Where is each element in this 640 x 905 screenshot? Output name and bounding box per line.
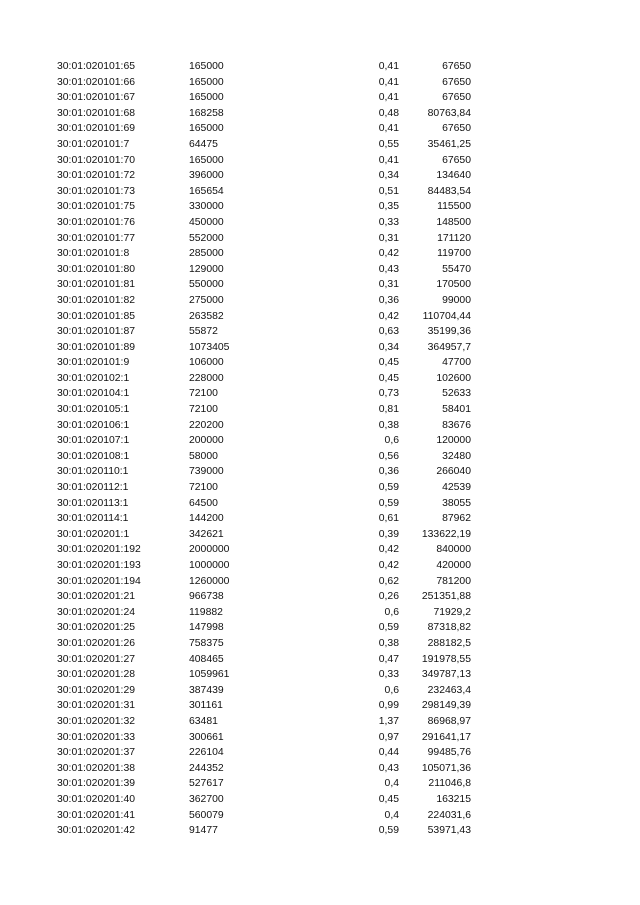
- cadastral-value-cell: 408465: [189, 653, 224, 665]
- cadastral-value-cell: 144200: [189, 513, 224, 525]
- table-row: [0, 683, 640, 699]
- coefficient-cell: 0,59: [378, 622, 399, 634]
- result-value-cell: 99000: [442, 294, 471, 306]
- table-row: [0, 745, 640, 761]
- cadastral-number-cell: 30:01:020101:75: [57, 201, 136, 213]
- coefficient-cell: 0,41: [378, 76, 399, 88]
- cadastral-number-cell: 30:01:020201:38: [57, 762, 136, 774]
- coefficient-cell: 0,97: [378, 731, 399, 743]
- table-row: [0, 402, 640, 418]
- cadastral-value-cell: 527617: [189, 778, 224, 790]
- coefficient-cell: 0,61: [378, 513, 399, 525]
- table-row: [0, 589, 640, 605]
- result-value-cell: 53971,43: [427, 825, 471, 837]
- cadastral-value-cell: 758375: [189, 637, 224, 649]
- cadastral-number-cell: 30:01:020201:41: [57, 809, 136, 821]
- cadastral-number-cell: 30:01:020113:1: [57, 497, 129, 509]
- table-row: [0, 324, 640, 340]
- cadastral-number-cell: 30:01:020201:29: [57, 684, 136, 696]
- coefficient-cell: 0,38: [378, 637, 399, 649]
- result-value-cell: 211046,8: [428, 778, 471, 790]
- table-row: [0, 199, 640, 215]
- result-value-cell: 55470: [442, 263, 471, 275]
- cadastral-value-cell: 226104: [189, 747, 224, 759]
- cadastral-value-cell: 58000: [189, 450, 218, 462]
- coefficient-cell: 0,26: [378, 591, 399, 603]
- cadastral-value-cell: 396000: [189, 170, 224, 182]
- cadastral-number-cell: 30:01:020101:7: [57, 138, 130, 150]
- table-row: [0, 121, 640, 137]
- result-value-cell: 349787,13: [421, 669, 471, 681]
- cadastral-value-cell: 220200: [189, 419, 224, 431]
- cadastral-value-cell: 275000: [189, 294, 224, 306]
- cadastral-value-cell: 362700: [189, 793, 224, 805]
- cadastral-number-cell: 30:01:020201:39: [57, 778, 136, 790]
- result-value-cell: 67650: [442, 76, 471, 88]
- coefficient-cell: 0,45: [378, 372, 399, 384]
- cadastral-value-cell: 106000: [189, 357, 224, 369]
- table-row: [0, 480, 640, 496]
- cadastral-value-cell: 72100: [189, 404, 218, 416]
- result-value-cell: 38055: [442, 497, 471, 509]
- table-row: [0, 168, 640, 184]
- result-value-cell: 364957,7: [427, 341, 471, 353]
- coefficient-cell: 0,43: [378, 263, 399, 275]
- coefficient-cell: 0,55: [378, 138, 399, 150]
- cadastral-number-cell: 30:01:020101:66: [57, 76, 136, 88]
- table-row: [0, 355, 640, 371]
- coefficient-cell: 0,38: [378, 419, 399, 431]
- table-row: [0, 59, 640, 75]
- cadastral-value-cell: 72100: [189, 482, 218, 494]
- cadastral-value-cell: 285000: [189, 248, 224, 260]
- cadastral-value-cell: 55872: [189, 326, 218, 338]
- coefficient-cell: 0,31: [378, 279, 399, 291]
- cadastral-value-cell: 165000: [189, 92, 224, 104]
- table-row: [0, 636, 640, 652]
- cadastral-number-cell: 30:01:020101:76: [57, 216, 136, 228]
- table-row: [0, 808, 640, 824]
- cadastral-value-cell: 168258: [189, 107, 224, 119]
- table-row: [0, 652, 640, 668]
- coefficient-cell: 0,73: [378, 388, 399, 400]
- cadastral-number-cell: 30:01:020201:192: [57, 544, 141, 556]
- result-value-cell: 52633: [442, 388, 471, 400]
- cadastral-value-cell: 129000: [189, 263, 224, 275]
- cadastral-value-cell: 64500: [189, 497, 218, 509]
- table-row: [0, 511, 640, 527]
- result-value-cell: 80763,84: [427, 107, 471, 119]
- table-row: [0, 262, 640, 278]
- coefficient-cell: 0,39: [378, 528, 399, 540]
- result-value-cell: 251351,88: [421, 591, 471, 603]
- coefficient-cell: 0,4: [384, 778, 399, 790]
- table-row: [0, 558, 640, 574]
- result-value-cell: 87318,82: [427, 622, 471, 634]
- cadastral-number-cell: 30:01:020108:1: [57, 450, 130, 462]
- cadastral-number-cell: 30:01:020104:1: [57, 388, 130, 400]
- table-row: [0, 215, 640, 231]
- coefficient-cell: 0,31: [378, 232, 399, 244]
- table-row: [0, 496, 640, 512]
- table-row: [0, 246, 640, 262]
- cadastral-value-cell: 165654: [189, 185, 224, 197]
- table-row: [0, 386, 640, 402]
- table-row: [0, 714, 640, 730]
- result-value-cell: 35199,36: [427, 326, 471, 338]
- coefficient-cell: 0,41: [378, 154, 399, 166]
- cadastral-value-cell: 2000000: [189, 544, 230, 556]
- cadastral-number-cell: 30:01:020201:32: [57, 715, 136, 727]
- result-value-cell: 119700: [437, 248, 471, 260]
- coefficient-cell: 0,33: [378, 216, 399, 228]
- table-row: [0, 90, 640, 106]
- coefficient-cell: 0,59: [378, 825, 399, 837]
- cadastral-value-cell: 387439: [189, 684, 224, 696]
- cadastral-number-cell: 30:01:020101:73: [57, 185, 136, 197]
- coefficient-cell: 0,6: [384, 435, 399, 447]
- table-row: [0, 433, 640, 449]
- result-value-cell: 35461,25: [427, 138, 471, 150]
- cadastral-number-cell: 30:01:020201:193: [57, 560, 141, 571]
- table-row: [0, 293, 640, 309]
- cadastral-number-cell: 30:01:020107:1: [57, 435, 130, 447]
- table-row: [0, 309, 640, 325]
- result-value-cell: 87962: [442, 513, 471, 525]
- table-row: [0, 184, 640, 200]
- cadastral-number-cell: 30:01:020201:37: [57, 747, 136, 759]
- table-row: [0, 792, 640, 808]
- cadastral-number-cell: 30:01:020201:27: [57, 653, 136, 665]
- result-value-cell: 47700: [442, 357, 471, 369]
- table-row: [0, 137, 640, 153]
- cadastral-number-cell: 30:01:020201:194: [57, 575, 141, 587]
- cadastral-number-cell: 30:01:020101:67: [57, 92, 136, 104]
- coefficient-cell: 0,45: [378, 357, 399, 369]
- result-value-cell: 781200: [436, 575, 471, 587]
- result-value-cell: 266040: [436, 466, 471, 478]
- cadastral-value-cell: 550000: [189, 279, 224, 291]
- cadastral-number-cell: 30:01:020201:28: [57, 669, 136, 681]
- coefficient-cell: 0,48: [378, 107, 399, 119]
- table-row: [0, 542, 640, 558]
- coefficient-cell: 0,42: [378, 544, 399, 556]
- result-value-cell: 83676: [442, 419, 471, 431]
- result-value-cell: 232463,4: [427, 684, 471, 696]
- result-value-cell: 163215: [436, 793, 471, 805]
- cadastral-value-cell: 165000: [189, 61, 224, 72]
- cadastral-number-cell: 30:01:020101:89: [57, 341, 136, 353]
- cadastral-number-cell: 30:01:020101:80: [57, 263, 136, 275]
- result-value-cell: 105071,36: [421, 762, 471, 774]
- result-value-cell: 110704,44: [422, 310, 471, 322]
- table-row: [0, 605, 640, 621]
- cadastral-number-cell: 30:01:020114:1: [57, 513, 129, 525]
- result-value-cell: 298149,39: [421, 700, 471, 712]
- coefficient-cell: 0,99: [378, 700, 399, 712]
- coefficient-cell: 0,41: [378, 123, 399, 135]
- table-row: [0, 527, 640, 543]
- cadastral-number-cell: 30:01:020102:1: [57, 372, 130, 384]
- result-value-cell: 67650: [442, 154, 471, 166]
- coefficient-cell: 0,59: [378, 497, 399, 509]
- cadastral-value-cell: 739000: [189, 466, 224, 478]
- cadastral-number-cell: 30:01:020110:1: [57, 466, 129, 478]
- result-value-cell: 133622,19: [421, 528, 471, 540]
- coefficient-cell: 0,44: [378, 747, 399, 759]
- table-row: [0, 464, 640, 480]
- table-row: [0, 730, 640, 746]
- coefficient-cell: 0,36: [378, 466, 399, 478]
- cadastral-number-cell: 30:01:020101:68: [57, 107, 136, 119]
- cadastral-number-cell: 30:01:020201:42: [57, 825, 136, 837]
- cadastral-value-cell: 450000: [189, 216, 224, 228]
- coefficient-cell: 0,34: [378, 341, 399, 353]
- cadastral-value-cell: 63481: [189, 715, 218, 727]
- result-value-cell: 42539: [442, 482, 471, 494]
- cadastral-value-cell: 263582: [189, 310, 224, 322]
- table-row: [0, 340, 640, 356]
- coefficient-cell: 0,41: [378, 92, 399, 104]
- cadastral-number-cell: 30:01:020201:26: [57, 637, 136, 649]
- cadastral-number-cell: 30:01:020106:1: [57, 419, 130, 431]
- coefficient-cell: 0,33: [378, 669, 399, 681]
- result-value-cell: 291641,17: [421, 731, 471, 743]
- table-row: [0, 75, 640, 91]
- cadastral-number-cell: 30:01:020101:82: [57, 294, 136, 306]
- coefficient-cell: 0,42: [378, 248, 399, 260]
- result-value-cell: 67650: [442, 61, 471, 72]
- cadastral-value-cell: 300661: [189, 731, 224, 743]
- table-row: [0, 106, 640, 122]
- result-value-cell: 115500: [437, 201, 471, 213]
- cadastral-value-cell: 91477: [189, 825, 218, 837]
- table-row: [0, 231, 640, 247]
- coefficient-cell: 0,35: [378, 201, 399, 213]
- table-body: [0, 59, 640, 839]
- cadastral-number-cell: 30:01:020101:72: [57, 170, 136, 182]
- cadastral-number-cell: 30:01:020201:33: [57, 731, 136, 743]
- cadastral-number-cell: 30:01:020112:1: [57, 482, 129, 494]
- coefficient-cell: 0,63: [378, 326, 399, 338]
- cadastral-number-cell: 30:01:020201:24: [57, 606, 136, 618]
- cadastral-number-cell: 30:01:020101:65: [57, 61, 136, 72]
- cadastral-number-cell: 30:01:020201:1: [57, 528, 130, 540]
- cadastral-value-cell: 1073405: [189, 341, 230, 353]
- table-row: [0, 153, 640, 169]
- cadastral-value-cell: 1000000: [189, 560, 230, 571]
- cadastral-value-cell: 72100: [189, 388, 218, 400]
- cadastral-number-cell: 30:01:020201:21: [57, 591, 136, 603]
- table-row: [0, 418, 640, 434]
- result-value-cell: 420000: [436, 560, 471, 571]
- cadastral-value-cell: 228000: [189, 372, 224, 384]
- cadastral-number-cell: 30:01:020105:1: [57, 404, 130, 416]
- cadastral-value-cell: 244352: [189, 762, 224, 774]
- cadastral-value-cell: 119882: [189, 606, 223, 618]
- table-row: [0, 698, 640, 714]
- cadastral-value-cell: 64475: [189, 138, 218, 150]
- cadastral-number-cell: 30:01:020101:69: [57, 123, 136, 135]
- result-value-cell: 32480: [442, 450, 471, 462]
- table-row: [0, 574, 640, 590]
- table-row: [0, 776, 640, 792]
- cadastral-number-cell: 30:01:020201:40: [57, 793, 136, 805]
- table-row: [0, 667, 640, 683]
- cadastral-value-cell: 1260000: [189, 575, 230, 587]
- cadastral-number-cell: 30:01:020101:9: [57, 357, 130, 369]
- result-value-cell: 224031,6: [427, 809, 471, 821]
- coefficient-cell: 0,43: [378, 762, 399, 774]
- cadastral-number-cell: 30:01:020101:70: [57, 154, 136, 166]
- coefficient-cell: 0,4: [384, 809, 399, 821]
- result-value-cell: 840000: [436, 544, 471, 556]
- coefficient-cell: 0,6: [384, 606, 399, 618]
- cadastral-number-cell: 30:01:020201:25: [57, 622, 136, 634]
- result-value-cell: 148500: [436, 216, 471, 228]
- cadastral-number-cell: 30:01:020201:31: [57, 700, 136, 712]
- result-value-cell: 170500: [436, 279, 471, 291]
- coefficient-cell: 0,42: [378, 560, 399, 571]
- coefficient-cell: 0,62: [378, 575, 399, 587]
- coefficient-cell: 0,36: [378, 294, 399, 306]
- table-row: [0, 761, 640, 777]
- coefficient-cell: 1,37: [378, 715, 399, 727]
- coefficient-cell: 0,45: [378, 793, 399, 805]
- cadastral-value-cell: 200000: [189, 435, 224, 447]
- result-value-cell: 67650: [442, 92, 471, 104]
- result-value-cell: 86968,97: [427, 715, 471, 727]
- cadastral-value-cell: 560079: [189, 809, 224, 821]
- coefficient-cell: 0,42: [378, 310, 399, 322]
- spreadsheet-table: [0, 59, 640, 839]
- result-value-cell: 288182,5: [427, 637, 471, 649]
- cadastral-number-cell: 30:01:020101:85: [57, 310, 136, 322]
- cadastral-value-cell: 330000: [189, 201, 224, 213]
- result-value-cell: 99485,76: [427, 747, 471, 759]
- coefficient-cell: 0,59: [378, 482, 399, 494]
- table-row: [0, 620, 640, 636]
- cadastral-value-cell: 165000: [189, 154, 224, 166]
- cadastral-value-cell: 342621: [189, 528, 224, 540]
- table-row: [0, 371, 640, 387]
- cadastral-value-cell: 301161: [189, 700, 223, 712]
- coefficient-cell: 0,81: [378, 404, 399, 416]
- cadastral-value-cell: 147998: [189, 622, 224, 634]
- cadastral-number-cell: 30:01:020101:87: [57, 326, 136, 338]
- table-row: [0, 449, 640, 465]
- cadastral-number-cell: 30:01:020101:77: [57, 232, 136, 244]
- cadastral-value-cell: 1059961: [189, 669, 230, 681]
- result-value-cell: 134640: [436, 170, 471, 182]
- result-value-cell: 120000: [436, 435, 471, 447]
- cadastral-number-cell: 30:01:020101:81: [57, 279, 136, 291]
- coefficient-cell: 0,47: [378, 653, 399, 665]
- coefficient-cell: 0,41: [378, 61, 399, 72]
- coefficient-cell: 0,34: [378, 170, 399, 182]
- table-row: [0, 823, 640, 839]
- cadastral-number-cell: 30:01:020101:8: [57, 248, 130, 260]
- result-value-cell: 84483,54: [427, 185, 471, 197]
- result-value-cell: 71929,2: [433, 606, 471, 618]
- result-value-cell: 67650: [442, 123, 471, 135]
- result-value-cell: 58401: [442, 404, 471, 416]
- result-value-cell: 171120: [437, 232, 471, 244]
- cadastral-value-cell: 165000: [189, 123, 224, 135]
- table-row: [0, 277, 640, 293]
- result-value-cell: 102600: [436, 372, 471, 384]
- cadastral-value-cell: 552000: [189, 232, 224, 244]
- cadastral-value-cell: 165000: [189, 76, 224, 88]
- coefficient-cell: 0,51: [378, 185, 399, 197]
- coefficient-cell: 0,56: [378, 450, 399, 462]
- coefficient-cell: 0,6: [384, 684, 399, 696]
- result-value-cell: 191978,55: [421, 653, 471, 665]
- cadastral-value-cell: 966738: [189, 591, 224, 603]
